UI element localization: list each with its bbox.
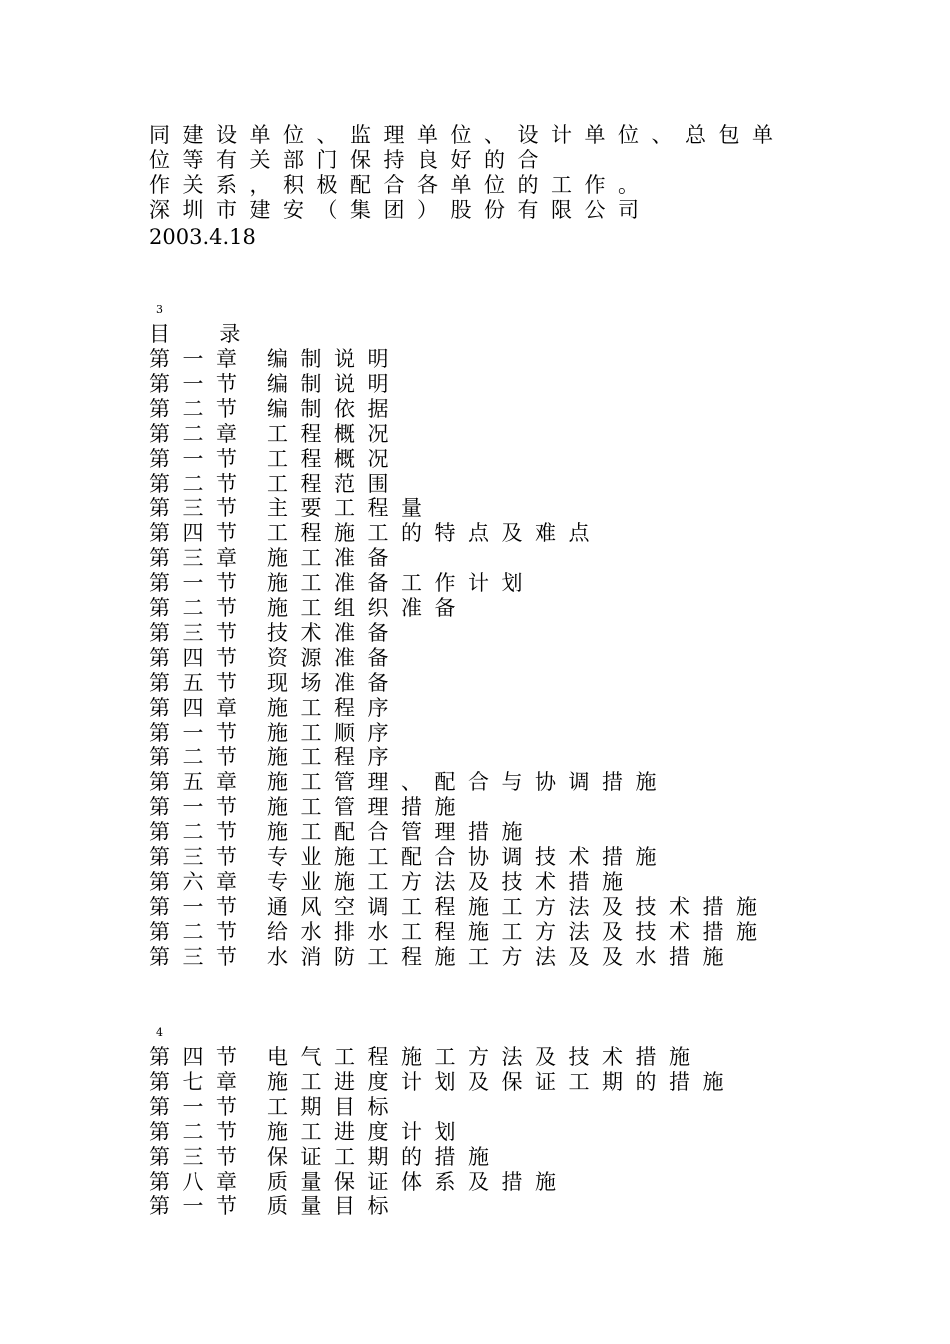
toc-entry-label: 第七章 <box>149 1069 250 1094</box>
toc-entry-title: 施工管理、配合与协调措施 <box>267 770 669 795</box>
toc-entry <box>149 920 770 945</box>
toc-entry-label: 第三节 <box>149 944 250 969</box>
toc-entry-label: 第四节 <box>149 1045 250 1069</box>
toc-entry-title: 施工顺序 <box>267 720 401 745</box>
toc-entry <box>149 1120 468 1145</box>
toc-entry-title: 通风空调工程施工方法及技术措施 <box>267 894 770 919</box>
intro-line: 作关系，积极配合各单位的工作。 <box>149 173 652 197</box>
toc-entry-label: 第三节 <box>149 845 250 869</box>
toc-entry-label: 第三节 <box>149 620 250 645</box>
toc-entry-title: 工程概况 <box>267 421 401 446</box>
toc-entry <box>149 1095 401 1120</box>
toc-entry <box>149 820 535 845</box>
toc-entry-title: 工程概况 <box>267 446 401 471</box>
toc-entry <box>149 621 401 646</box>
toc-entry <box>149 372 401 397</box>
toc-entry <box>149 1194 401 1219</box>
toc-entry-title: 编制说明 <box>267 371 401 396</box>
toc-entry-title: 水消防工程施工方法及及水措施 <box>267 944 736 969</box>
toc-entry-label: 第二节 <box>149 745 250 770</box>
toc-entry-label: 第三节 <box>149 496 250 521</box>
document-date: 2003.4.18 <box>149 225 256 249</box>
toc-entry-label: 第二章 <box>149 421 250 446</box>
toc-entry <box>149 721 401 746</box>
toc-entry-title: 保证工期的措施 <box>267 1144 502 1169</box>
toc-entry-title: 现场准备 <box>267 670 401 695</box>
toc-entry-label: 第五章 <box>149 770 250 795</box>
toc-entry <box>149 397 401 422</box>
toc-entry-title: 编制说明 <box>267 347 401 371</box>
toc-entry <box>149 546 401 571</box>
toc-entry <box>149 447 401 472</box>
toc-entry-title: 资源准备 <box>267 645 401 670</box>
toc-entry-title: 电气工程施工方法及技术措施 <box>267 1045 703 1069</box>
toc-entry-label: 第二节 <box>149 396 250 421</box>
toc-entry <box>149 496 435 521</box>
toc-entry-label: 第一节 <box>149 446 250 471</box>
toc-entry <box>149 870 636 895</box>
toc-entry-label: 第三章 <box>149 546 250 571</box>
toc-entry-label: 第八章 <box>149 1169 250 1194</box>
toc-entry-title: 施工配合管理措施 <box>267 820 535 845</box>
toc-entry-title: 主要工程量 <box>267 496 435 521</box>
toc-entry <box>149 770 669 795</box>
toc-entry-title: 施工进度计划及保证工期的措施 <box>267 1069 736 1094</box>
toc-entry <box>149 845 669 870</box>
toc-entry-title: 施工进度计划 <box>267 1119 468 1144</box>
toc-entry <box>149 1145 502 1170</box>
toc-entry-title: 施工组织准备 <box>267 596 468 620</box>
toc-entry-title: 专业施工配合协调技术措施 <box>267 845 669 869</box>
toc-entry <box>149 472 401 497</box>
toc-entry-label: 第二节 <box>149 1119 250 1144</box>
toc-entry-title: 施工管理措施 <box>267 795 468 820</box>
toc-entry-label: 第二节 <box>149 471 250 496</box>
toc-entry <box>149 1170 569 1195</box>
toc-entry-label: 第二节 <box>149 820 250 845</box>
toc-entry <box>149 521 602 546</box>
toc-entry <box>149 895 770 920</box>
toc-title: 目 录 <box>149 322 253 346</box>
toc-entry-label: 第三节 <box>149 1144 250 1169</box>
toc-entry-title: 给水排水工程施工方法及技术措施 <box>267 919 770 944</box>
toc-entry <box>149 347 401 372</box>
toc-entry-title: 质量目标 <box>267 1194 401 1219</box>
toc-entry-label: 第一章 <box>149 347 250 371</box>
toc-entry-label: 第二节 <box>149 596 250 620</box>
toc-entry-label: 第一节 <box>149 371 250 396</box>
toc-entry <box>149 646 401 671</box>
intro-line: 位等有关部门保持良好的合 <box>149 148 551 172</box>
toc-entry-label: 第四节 <box>149 645 250 670</box>
toc-entry-title: 施工准备工作计划 <box>267 571 535 596</box>
toc-entry-title: 编制依据 <box>267 396 401 421</box>
toc-entry-title: 工程范围 <box>267 471 401 496</box>
toc-entry-title: 施工程序 <box>267 695 401 720</box>
toc-entry <box>149 596 468 621</box>
toc-entry-label: 第一节 <box>149 1094 250 1119</box>
toc-entry-label: 第二节 <box>149 919 250 944</box>
toc-entry-label: 第一节 <box>149 720 250 745</box>
page-number: 3 <box>156 303 163 316</box>
toc-entry-label: 第四节 <box>149 521 250 546</box>
toc-entry-label: 第五节 <box>149 670 250 695</box>
toc-entry <box>149 795 468 820</box>
intro-line: 同建设单位、监理单位、设计单位、总包单 <box>149 123 786 147</box>
toc-entry <box>149 745 401 770</box>
toc-entry-title: 施工准备 <box>267 546 401 571</box>
toc-entry-title: 技术准备 <box>267 620 401 645</box>
toc-entry <box>149 422 401 447</box>
toc-entry-title: 工期目标 <box>267 1094 401 1119</box>
toc-entry-title: 专业施工方法及技术措施 <box>267 869 636 894</box>
toc-entry <box>149 571 535 596</box>
toc-entry <box>149 1070 736 1095</box>
page-number: 4 <box>156 1026 163 1039</box>
toc-entry-title: 施工程序 <box>267 745 401 770</box>
toc-entry-label: 第一节 <box>149 571 250 596</box>
toc-entry-label: 第一节 <box>149 795 250 820</box>
toc-entry <box>149 696 401 721</box>
toc-entry-title: 工程施工的特点及难点 <box>267 521 602 546</box>
company-name: 深圳市建安（集团）股份有限公司 <box>149 198 652 222</box>
toc-entry <box>149 945 736 970</box>
toc-entry-title: 质量保证体系及措施 <box>267 1169 569 1194</box>
toc-entry-label: 第一节 <box>149 894 250 919</box>
toc-entry-label: 第一节 <box>149 1194 250 1219</box>
toc-entry-label: 第六章 <box>149 869 250 894</box>
toc-entry <box>149 1045 703 1070</box>
toc-entry <box>149 671 401 696</box>
toc-entry-label: 第四章 <box>149 695 250 720</box>
